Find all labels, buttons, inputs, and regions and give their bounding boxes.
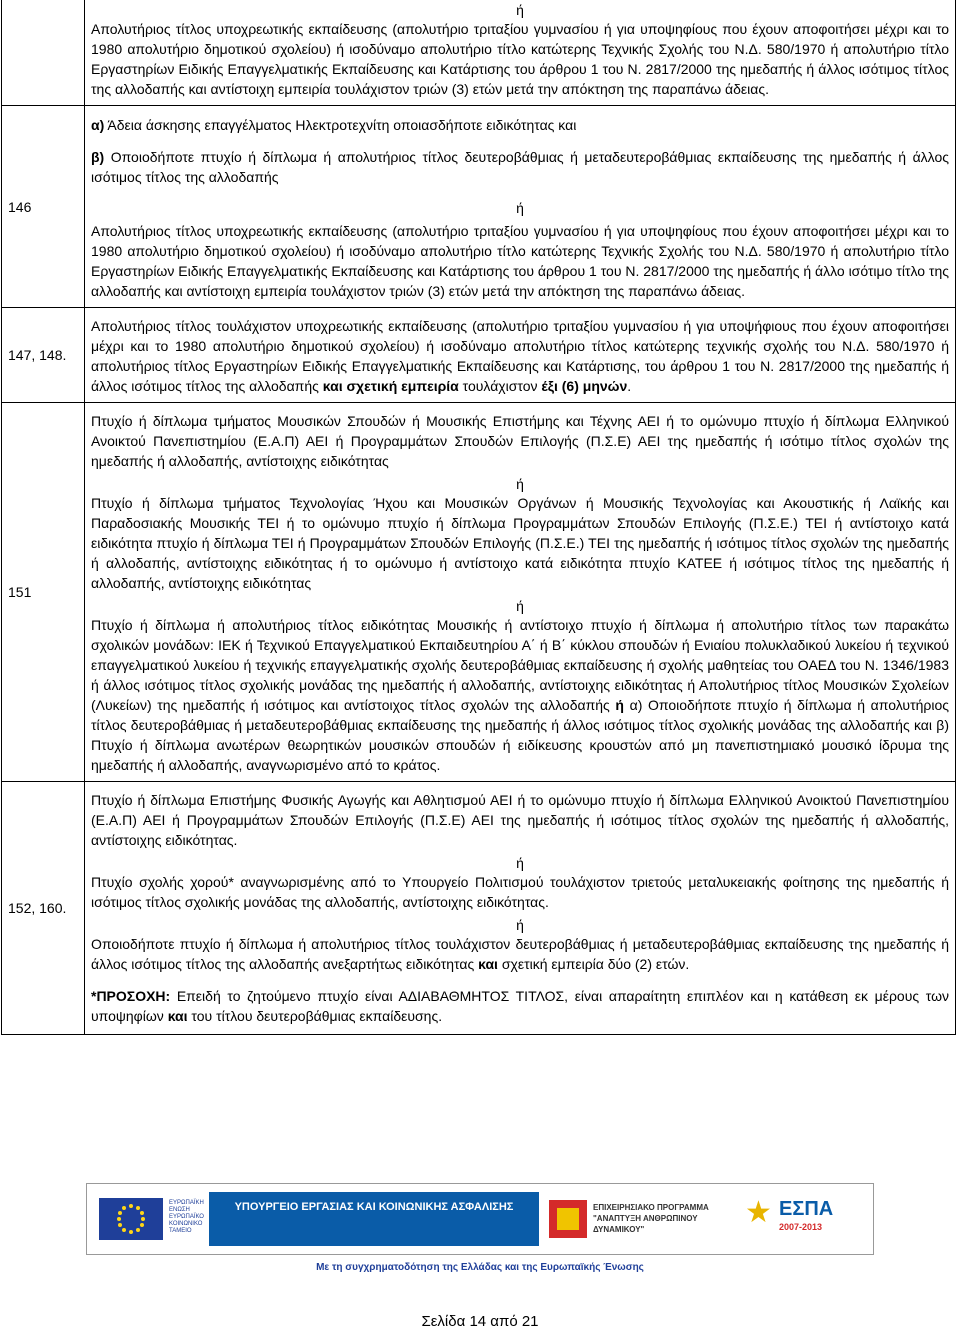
qualification-a-text: Άδεια άσκησης επαγγέλματος Ηλεκτροτεχνίτη οποιασδήποτε ειδικότητας και xyxy=(104,117,577,133)
attention-note xyxy=(91,986,949,1026)
qualification-text: Απολυτήριος τίτλος υποχρεωτικής εκπαίδευσης (απολυτήριο τριταξίου γυμνασίου ή για υποψηφίους που έχουν αποφοιτήσει μέχρι και το 1980 απολυτήριο δημοτικού σχολείου) ή ισοδύναμο απολυτήριο τίτλο κατώτερης Τεχνικής Σχολής του Ν.Δ. 580/1970 ή απολυτήριο τίτλο Εργαστηρίων Ειδικής Επαγγελματικής Εκπαίδευσης και Κατάρτισης του άρθρου 1 του Ν. 2817/2000 της ημεδαπής ή άλλο ισότιμο τίτλο της αλλοδαπής και αντίστοιχη εμπειρία τουλάχιστον τριών (3) ετών μετά την απόκτηση της παραπάνω άδειας. xyxy=(91,223,949,299)
row-number: 147, 148. xyxy=(2,308,85,403)
footer-logo-strip xyxy=(86,1183,874,1255)
qualification-text: Απολυτήριος τίτλος υποχρεωτικής εκπαίδευσης (απολυτήριο τριταξίου γυμνασίου ή για υποψηφίους που έχουν αποφοιτήσει μέχρι και το 1980 απολυτήριο δημοτικού σχολείου) ή ισοδύναμο απολυτήριο τίτλο κατώτερης Τεχνικής Σχολής του Ν.Δ. 580/1970 ή απολυτήριο τίτλο Εργαστηρίων Ειδικής Επαγγελματικής Εκπαίδευσης και Κατάρτισης του άρθρου 1 του Ν. 2817/2000 της ημεδαπής ή άλλος ισότιμος τίτλος της αλλοδαπής και αντίστοιχη εμπειρία τουλάχιστον τριών (3) ετών μετά την απόκτηση της παραπάνω άδειας. xyxy=(91,21,949,97)
espa-text: ΕΣΠΑ xyxy=(779,1198,834,1220)
qualifications-table xyxy=(1,0,956,1035)
text-part: σχετική εμπειρία δύο (2) ετών. xyxy=(497,956,690,972)
row-number: 151 xyxy=(2,403,85,782)
qualification-text xyxy=(91,934,949,974)
text-part: Απολυτήριος τίτλος τουλάχιστον υποχρεωτικής εκπαίδευσης (απολυτήριο τριταξίου γυμνασίου ή για υποψήφιους που έχουν αποφοιτήσει μέχρι και το 1980 απολυτήριο δημοτικού σχολείου) ή ισοδύναμο απολυτήριο τίτλος κατώτερης τεχνικής σχολής του Ν.Δ. 580/1970 ή απολυτήριος τίτλος Εργαστηρίων Ειδικής Επαγγελματικής Εκπαίδευσης και Κατάρτισης, του άρθρου 1 του Ν. 2817/2000 της ημεδαπής ή άλλος ισότιμος τίτλος της αλλοδαπής xyxy=(91,318,949,394)
text-bold: και σχετική εμπειρία xyxy=(322,378,459,394)
text-bold: έξι (6) μηνών xyxy=(541,378,628,394)
table-row xyxy=(2,0,956,106)
qualification-text: Πτυχίο σχολής χορού* αναγνωρισμένης από το Υπουργείο Πολιτισμού τουλάχιστον τριετούς μεταλυκειακής φοίτησης της ημεδαπής ή ισότιμος τίτλος σχολικής μονάδας της αλλοδαπής, αντίστοιχης ειδικότητας. xyxy=(91,874,949,910)
text-part: του τίτλου δευτεροβάθμιας εκπαίδευσης. xyxy=(187,1008,443,1024)
label-b: β) xyxy=(91,149,105,165)
row-content xyxy=(85,0,956,106)
text-part: Επειδή το ζητούμενο πτυχίο είναι ΑΔΙΑΒΑΘΜΗΤΟΣ ΤΙΤΛΟΣ, είναι απαραίτητη επιπλέον και η κατάθεση εκ μέρους των υποψηφίων xyxy=(91,988,949,1024)
or-separator: ή xyxy=(516,598,524,614)
program-text: ΕΠΙΧΕΙΡΗΣΙΑΚΟ ΠΡΟΓΡΑΜΜΑ "ΑΝΑΠΤΥΞΗ ΑΝΘΡΩΠΙΝΟΥ ΔΥΝΑΜΙΚΟΥ" xyxy=(593,1203,709,1234)
qualification-text: Πτυχίο ή δίπλωμα Επιστήμης Φυσικής Αγωγής και Αθλητισμού ΑΕΙ ή το ομώνυμο πτυχίο ή δίπλωμα Ελληνικού Ανοικτού Πανεπιστημίου (Ε.Α.Π) ΑΕΙ ή Προγραμμάτων Σπουδών Επιλογής (Π.Σ.Ε) ΑΕΙ της ημεδαπής ή ισότιμος τίτλος σχολών της ημεδαπής ή αλλοδαπής, αντίστοιχης ειδικότητας. xyxy=(91,792,949,848)
espa-years: 2007-2013 xyxy=(779,1222,823,1232)
qualification-text xyxy=(91,316,949,396)
text-part: Πτυχίο ή δίπλωμα ή απολυτήριος τίτλος ειδικότητας Μουσικής ή αντίστοιχο πτυχίο ή δίπλωμα ή απολυτήριο τίτλος των παρακάτω σχολικών μονάδων: ΙΕΚ ή Τεχνικού Επαγγελματικού Εκπαιδευτηρίου Α΄ ή Β΄ κύκλου σπουδών ή Ενιαίου πολυκλαδικού λυκείου ή τεχνικού επαγγελματικού λυκείου ή τεχνικής επαγγελματικής σχολής δευτεροβάθμιας εκπαίδευσης ή σχολής μαθητείας του ΟΑΕΔ του Ν. 1346/1983 ή άλλος ισότιμος τίτλος σχολικής μονάδας της ημεδαπής ή αλλοδαπής, αντίστοιχης ειδικότητας ή Απολυτήριος τίτλος Μουσικών Σχολείων (Λυκείων) της ημεδαπής ή ισότιμος και αντίστοιχος τίτλος σχολών της αλλοδαπής xyxy=(91,617,949,713)
row-content xyxy=(85,403,956,782)
text-part: . xyxy=(627,378,632,394)
or-separator: ή xyxy=(516,476,524,492)
row-number: 146 xyxy=(2,106,85,308)
text-bold: ή xyxy=(615,697,624,713)
table-row xyxy=(2,308,956,403)
eu-logo xyxy=(99,1192,209,1246)
qualification-b xyxy=(91,147,949,187)
eu-text: ΕΥΡΩΠΑΪΚΗ ΕΝΩΣΗ ΕΥΡΩΠΑΪΚΟ ΚΟΙΝΩΝΙΚΟ ΤΑΜΕΙΟ xyxy=(169,1200,204,1234)
eu-stars-icon xyxy=(99,1198,163,1240)
text-part: α) Οποιοδήποτε πτυχίο ή δίπλωμα ή απολυτήριος τίτλος δευτεροβάθμιας ή μεταδευτεροβάθμιας εκπαίδευσης της ημεδαπής ή άλλος ισότιμος τίτλος σχολικής μονάδας της αλλοδαπής και β) Πτυχίο ή δίπλωμα ανωτέρων θεωρητικών μουσικών σπουδών ή ειδίκευσης κρουστών από μη πανεπιστημιακό μουσικό ίδρυμα της ημεδαπής ή αλλοδαπής, αναγνωρισμένο από το κράτος. xyxy=(91,697,949,773)
text-part: τουλάχιστον xyxy=(458,378,542,394)
text-part: Οποιοδήποτε πτυχίο ή δίπλωμα ή απολυτήριος τίτλος τουλάχιστον δευτεροβάθμιας ή μεταδευτεροβάθμιας εκπαίδευσης της ημεδαπής ή άλλος ισότιμος τίτλος της αλλοδαπής ανεξαρτήτως ειδικότητας xyxy=(91,936,949,972)
row-number xyxy=(2,0,85,106)
star-icon: ★ xyxy=(745,1196,772,1229)
qualification-text: Πτυχίο ή δίπλωμα τμήματος Μουσικών Σπουδών ή Μουσικής Επιστήμης και Τέχνης ΑΕΙ ή το ομώνυμο πτυχίο ή δίπλωμα Ελληνικού Ανοικτού Πανεπιστημίου (Ε.Α.Π) ΑΕΙ ή Προγραμμάτων Σπουδών Επιλογής (Π.Σ.Ε) ΑΕΙ της ημεδαπής ή ισότιμο τίτλος σχολών της ημεδαπής ή αλλοδαπής, αντίστοιχης ειδικότητας xyxy=(91,413,949,469)
text-bold: και xyxy=(167,1008,188,1024)
note-label: *ΠΡΟΣΟΧΗ: xyxy=(91,988,171,1004)
row-number: 152, 160. xyxy=(2,782,85,1035)
text-bold: και xyxy=(478,956,498,972)
qualification-a xyxy=(91,115,949,135)
eu-flag-icon xyxy=(99,1198,163,1240)
qualification-text xyxy=(91,615,949,775)
or-separator: ή xyxy=(516,917,524,933)
espa-logo xyxy=(741,1192,859,1246)
or-separator: ή xyxy=(516,200,524,216)
label-a: α) xyxy=(91,117,105,133)
ministry-logo: ΥΠΟΥΡΓΕΙΟ ΕΡΓΑΣΙΑΣ ΚΑΙ ΚΟΙΝΩΝΙΚΗΣ ΑΣΦΑΛΙΣΗΣ xyxy=(209,1192,539,1246)
footer-caption: Με τη συγχρηματοδότηση της Ελλάδας και της Ευρωπαϊκής Ένωσης xyxy=(316,1262,644,1273)
table-row xyxy=(2,782,956,1035)
table-row xyxy=(2,403,956,782)
program-logo xyxy=(549,1192,729,1246)
row-content xyxy=(85,308,956,403)
table-row xyxy=(2,106,956,308)
row-content xyxy=(85,106,956,308)
program-mark-inner-icon xyxy=(557,1208,579,1230)
qualification-text: Πτυχίο ή δίπλωμα τμήματος Τεχνολογίας Ήχου και Μουσικών Οργάνων ή Μουσικής Τεχνολογίας και Ακουστικής ή Λαϊκής και Παραδοσιακής Μουσικής ΤΕΙ ή το ομώνυμο πτυχίο ή δίπλωμα Προγραμμάτων Σπουδών Επιλογής (Π.Σ.Ε.) ΤΕΙ ή αντίστοιχο κατά ειδικότητα πτυχίο ή δίπλωμα ΤΕΙ ή Προγραμμάτων Σπουδών Επιλογής (Π.Σ.Ε.) ΤΕΙ της ημεδαπής ή ισότιμος τίτλος σχολών της ημεδαπής ή αλλοδαπής, αντίστοιχης ειδικότητας ή το ομώνυμο ή αντίστοιχο κατά ειδικότητα πτυχίο ΚΑΤΕΕ ή ισότιμος τίτλος της ημεδαπής ή αλλοδαπής, αντίστοιχης ειδικότητας xyxy=(91,495,949,591)
row-content xyxy=(85,782,956,1035)
page-number: Σελίδα 14 από 21 xyxy=(421,1313,539,1330)
or-separator: ή xyxy=(516,855,524,871)
qualification-b-text: Οποιοδήποτε πτυχίο ή δίπλωμα ή απολυτήριος τίτλος δευτεροβάθμιας ή μεταδευτεροβάθμιας εκπαίδευσης της ημεδαπής ή άλλος ισότιμος τίτλος της αλλοδαπής xyxy=(91,149,949,185)
or-separator: ή xyxy=(516,2,524,18)
